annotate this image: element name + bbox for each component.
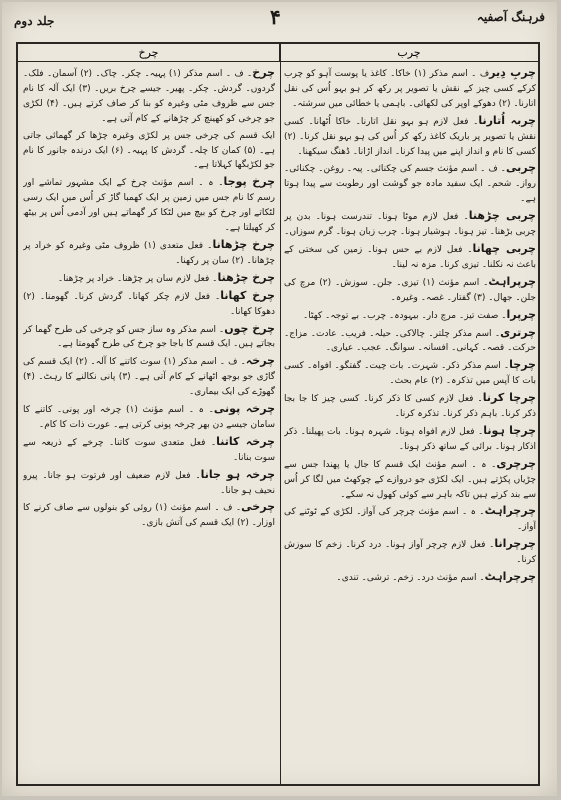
entry-grammar: ۔ فعل لازم — [422, 212, 469, 223]
entry-headword: چرخہ پونی — [213, 402, 275, 416]
dictionary-entry — [284, 161, 536, 207]
entry-definition: افواہ ہونا۔ شہرہ ہونا۔ بات پھیلنا۔ ذکر اذکار ہونا۔ برائی کے ساتھ ذکر ہونا۔ — [284, 426, 536, 452]
entry-definition: (۱) خاکا۔ کاغذ یا پوست آہو کو چرب کرکے کسی چیز کے نقش یا تصویر پر رکھ کر ہو بہو اُس کی نقل اتارنا۔ (۲) دھوکے اوپر کی لکھائی۔ باہمی یا خطائی میں سرشتہ۔ — [284, 69, 536, 109]
dictionary-entry — [284, 66, 536, 112]
entry-grammar: ۔ فعل لازم — [439, 394, 483, 405]
entry-headword: چرچری — [496, 456, 536, 470]
entry-grammar: ۔ ہ ۔ اسم مؤنث — [142, 405, 214, 416]
entry-grammar: ۔ اسم مذکر — [178, 324, 225, 335]
entry-definition: بے حس ہونا۔ زمین کی سختی کے باعث نہ نکلنا۔ تیزی کرنا۔ مزہ نہ لینا۔ — [284, 244, 536, 270]
entry-grammar: ۔ فعل لازم — [451, 540, 495, 551]
dictionary-entry — [23, 468, 275, 499]
dictionary-entry — [284, 424, 536, 455]
dictionary-entry — [23, 129, 275, 174]
entry-grammar: ۔ ہ ۔ اسم مؤنث — [425, 459, 497, 470]
entry-grammar: ۔ ف ۔ اسم مؤنث — [170, 503, 242, 514]
entry-grammar: ۔ ہ ۔ اسم مؤنث — [418, 507, 485, 518]
dictionary-entry — [284, 457, 536, 503]
entry-headword: چرچراہٹ — [484, 570, 536, 584]
entry-definition: ذکر۔ شہرت۔ بات چیت۔ گفتگو۔ افواہ۔ کسی بات کا آپس میں تذکرہ۔ (۲) عام بحث۔ — [284, 361, 536, 387]
page-header — [2, 2, 557, 38]
dictionary-page — [2, 2, 557, 796]
entry-headword: چربی — [505, 161, 536, 175]
entry-grammar: ۔ فعل متعدی — [159, 240, 213, 251]
entry-headword: چرخ کھانا — [220, 288, 275, 302]
entry-headword: چرخہ ہو جانا — [200, 467, 275, 481]
dictionary-entry — [284, 504, 536, 535]
entry-headword: چربی چڑھنا — [468, 209, 536, 223]
entry-definition: چکر کھانا۔ گردش کرنا۔ گھومنا۔ (۲) دھوکا کھانا۔ — [23, 291, 275, 317]
dictionary-entry — [23, 66, 275, 127]
entry-definition: (۱) چرخہ اور پونی۔ کاتنے کا سامان جیسے دن بھر چرخہ پونی کرتی ہے۔ عورت ذات کا کام۔ — [23, 405, 275, 430]
entry-definition: چرچر کی آواز۔ لکڑی کے ٹوٹنے کی آواز۔ — [284, 507, 536, 533]
entry-grammar: ف ۔ اسم مذکر — [429, 69, 490, 79]
entry-headword: چرچراہٹ — [484, 504, 536, 518]
entry-headword: چرچرانا — [494, 537, 536, 551]
entry-grammar: ۔ ف ۔ اسم مؤنث — [437, 164, 506, 175]
entry-headword: چرخی — [241, 500, 275, 514]
entry-grammar: ۔ فعل لازم — [433, 116, 479, 127]
dictionary-entry — [284, 242, 536, 273]
entry-grammar: ۔ اسم مؤنث — [438, 277, 489, 288]
entry-definition: کسی کا ذکر کرنا۔ کسی چیز کا جا بجا ذکر کرنا۔ باہم ذکر کرنا۔ تذکرہ کرنا۔ — [284, 394, 536, 420]
entry-definition: ہو بہو نقل اتارنا۔ خاکا اُٹھانا۔ کسی نقش یا تصویر پر باریک کاغذ رکھ کر اُس کی ہو بہو نقل کرنا۔ (۲) کسی کا نام و انداز اپنے میں پیدا کرنا۔ انداز اڑانا۔ ڈھنگ سیکھنا۔ — [284, 116, 536, 157]
entry-grammar: ۔ اسم مؤنث — [436, 573, 485, 584]
entry-headword: چرچا کرنا — [482, 391, 536, 405]
entry-definition: جسم کی چکنائی۔ پیہ۔ روغن۔ چکنائی۔ رواز۔ شحم۔ ایک سفید مادہ جو گوشت اور رطوبت سے پیدا ہوتا ہے۔ — [284, 164, 536, 205]
entry-grammar: ۔ فعل لازم — [427, 244, 473, 255]
entry-definition: (۱) ظروف مٹی وغیرہ کو خراد پر چڑھانا۔ (۲) سان پر رکھنا۔ — [23, 240, 275, 266]
column-divider — [280, 44, 281, 784]
left-column-heading: چرخ — [18, 44, 280, 62]
book-title: فرہنگ آصفیہ — [476, 10, 545, 24]
entry-grammar: ۔ ف ۔ اسم مذکر — [178, 357, 246, 368]
volume-label: جلد دوم — [14, 14, 55, 28]
entry-definition: (۱) پہیہ۔ چکر۔ چاک۔ (۲) آسمان۔ فلک۔ گردوں۔ گردش۔ چکر۔ پھیر۔ جیسے چرخ بریں۔ (۳) ایک آلہ کا نام جس سے ظروف مٹی وغیرہ کو بنا کر صاف کرتے ہیں۔ (۴) لکڑی جو چرخی کو کھینچ کر چڑھانے کے کام آتی ہے۔ — [23, 69, 275, 124]
entry-grammar: ۔ فعل لازم — [175, 273, 218, 284]
text-frame — [16, 42, 540, 786]
dictionary-entry — [23, 322, 275, 353]
page-number: ۴ — [270, 5, 281, 29]
dictionary-entry — [284, 209, 536, 240]
entry-headword: چرخہ کاتنا — [216, 434, 275, 448]
entry-headword: چرخ پوجا — [223, 175, 275, 189]
dictionary-entry — [23, 500, 275, 531]
entry-definition: سان پر چڑھنا۔ خراد پر چڑھنا۔ — [57, 273, 174, 284]
entry-headword: چربی چھانا — [472, 241, 536, 255]
entry-headword: چرچا ہونا — [483, 423, 536, 437]
entry-grammar: ۔ فعل لازم — [155, 470, 201, 481]
entry-grammar: ۔ اسم مذکر — [462, 361, 510, 372]
dictionary-entry — [284, 391, 536, 422]
entry-definition: (۱) تیزی۔ جلن۔ سوزش۔ (۲) مرچ کی جلن۔ جھال۔ (۳) گفتار۔ غصہ۔ وغیرہ۔ — [284, 277, 536, 303]
entry-headword: چرچا — [509, 358, 536, 372]
entry-grammar: ۔ ہ ۔ اسم مؤنث — [151, 178, 224, 189]
entry-definition: وہ ساز جس کو چرخی کی طرح گھما کر بجاتے ہیں۔ ایک قسم کا باجا جو چرخ کی طرح گھومتا ہے۔ — [23, 324, 275, 350]
entry-definition: چرخ کے ایک مشہور تماشے اور رسم کا نام جس میں زمین پر ایک کھمبا گاڑ کر اُس میں ایک رسی لٹکاتے اور چرخ کو بیچ میں لٹکا کر گھماتے ہیں اور آدمی اُس پر بیٹھ کر کھیلتا ہے۔ — [23, 178, 275, 234]
dictionary-entry — [284, 308, 536, 324]
entry-definition: چلتر۔ چالاکی۔ حیلہ۔ فریب۔ عادت۔ مزاج۔ حرکت۔ قصہ۔ کہانی۔ افسانہ۔ سوانگ۔ عجب۔ عیاری۔ — [284, 328, 536, 354]
entry-headword: چرپراہٹ — [488, 274, 536, 288]
entry-grammar: ۔ فعل لازم — [440, 426, 484, 437]
right-column — [284, 66, 536, 780]
dictionary-entry — [284, 326, 536, 357]
dictionary-entry — [23, 238, 275, 269]
entry-headword: چربہ اُتارنا — [478, 113, 536, 127]
dictionary-entry — [284, 537, 536, 568]
dictionary-entry — [284, 358, 536, 389]
dictionary-entry — [284, 275, 536, 306]
dictionary-entry — [23, 271, 275, 287]
entry-grammar: ۔ فعل متعدی — [160, 437, 217, 448]
left-column — [23, 66, 275, 780]
entry-definition: درد۔ زخم۔ ترشی۔ تندی۔ — [336, 573, 434, 584]
entry-headword: چرخہ — [245, 354, 275, 368]
entry-definition: ایک قسم کا جال یا پھندا جس سے چڑیاں پکڑتے ہیں۔ ایک لکڑی جو دروازے کے چوکھٹ میں لگا کر اُس سے بند کرتے ہیں تاکہ باہر سے کوئی کھول نہ سکے۔ — [284, 459, 536, 500]
entry-headword: چرخ چوں — [224, 321, 275, 335]
entry-definition: سوت کاتنا۔ چرخے کے ذریعہ سے سوت بنانا۔ — [23, 437, 275, 463]
entry-grammar: ۔ صفت — [477, 310, 507, 321]
entry-definition: ضعیف اور فرتوت ہو جانا۔ پیرو نحیف ہو جانا۔ — [23, 470, 275, 496]
dictionary-entry — [23, 402, 275, 433]
dictionary-entry — [23, 354, 275, 400]
entry-grammar: ۔ اسم مذکر — [453, 328, 501, 339]
dictionary-entry — [23, 435, 275, 466]
entry-definition: (۱) روئی کو بنولوں سے صاف کرنے کا اوزار۔ (۲) ایک قسم کی آتش بازی۔ — [23, 503, 275, 529]
entry-definition: ایک قسم کی چرخی جس پر لکڑی وغیرہ چڑھا کر گھمائی جاتی ہے۔ (۵) کمان کا چلہ۔ گردش کا پہیہ۔ (۶) ایک درندہ جانور کا نام جو لکڑبگھا کہلاتا ہے۔ — [23, 130, 275, 171]
dictionary-entry — [23, 289, 275, 320]
entry-definition: (۱) سوت کاتنے کا آلہ۔ (۲) ایک قسم کی گاڑی جو بوجھ اٹھانے کے کام آتی ہے۔ (۳) پانی نکالنے کا رہٹ۔ (۴) گھوڑے کی ایک بیماری۔ — [23, 357, 275, 398]
entry-grammar: ۔ فعل لازم — [174, 291, 221, 302]
entry-headword: چرخ چڑھنا — [217, 270, 275, 284]
entry-headword: چرخ چڑھانا — [212, 237, 275, 251]
entry-headword: چرپرا — [506, 307, 536, 321]
entry-headword: چرخ — [252, 66, 275, 79]
dictionary-entry — [23, 175, 275, 236]
right-column-heading: چرب — [280, 44, 538, 62]
entry-grammar: ۔ ف ۔ اسم مذکر — [184, 69, 253, 79]
entry-definition: موٹا ہونا۔ تندرست ہونا۔ بدن پر چربی بڑھنا۔ تیز ہونا۔ ہوشیار ہونا۔ چرب زبان ہونا۔ گرم سوزاں۔ — [284, 212, 536, 238]
entry-headword: چربِ دِیر — [489, 66, 536, 79]
entry-definition: چرچر آواز ہونا۔ درد کرنا۔ زخم کا سوزش کرنا۔ — [284, 540, 536, 566]
dictionary-entry — [284, 570, 536, 586]
entry-headword: چرتری — [500, 325, 536, 339]
entry-definition: تیز۔ مرچ دار۔ بیہودہ۔ چرب۔ بے توجہ۔ کھٹا۔ — [303, 310, 475, 321]
dictionary-entry — [284, 114, 536, 160]
